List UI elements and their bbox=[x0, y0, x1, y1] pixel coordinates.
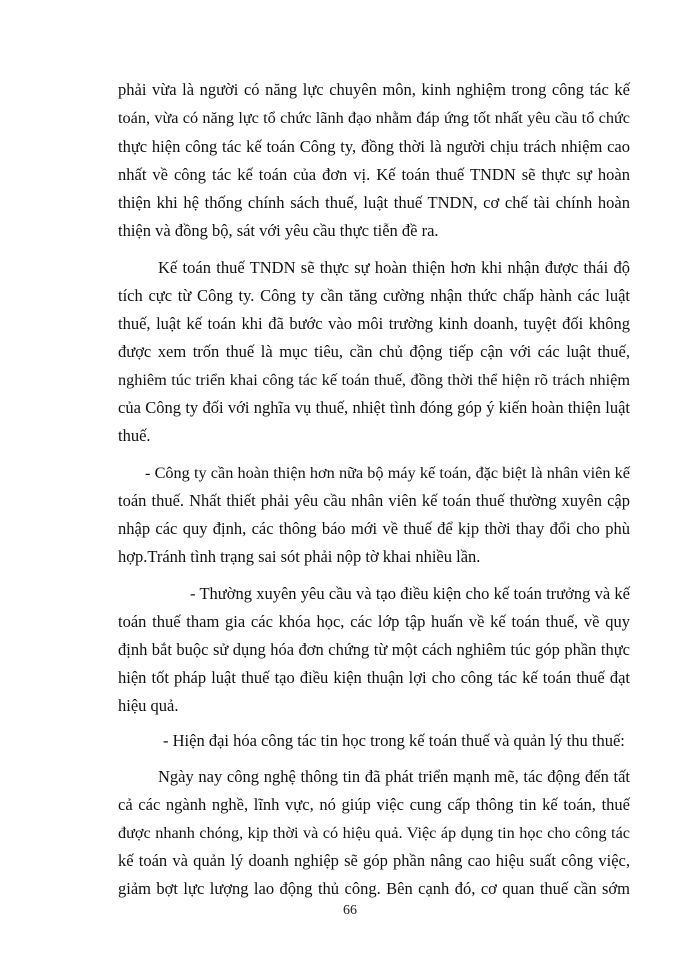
text-line: thiện khi hệ thống chính sách thuế, luật thuế TNDN, cơ chế tài chính hoàn bbox=[118, 193, 630, 212]
text-line: cả các ngành nghề, lĩnh vực, nó giúp việc cung cấp thông tin kế toán, thuế bbox=[118, 795, 630, 814]
text-line: thuế, luật kế toán khi đã bước vào môi trường kinh doanh, tuyệt đối không bbox=[118, 314, 630, 333]
text-line: nhập các quy định, các thông báo mới về thuế để kịp thời thay đổi cho phù bbox=[118, 519, 630, 538]
text-line: - Hiện đại hóa công tác tin học trong kế toán thuế và quản lý thu thuế: bbox=[163, 731, 625, 750]
text-line: toán thuế. Nhất thiết phải yêu cầu nhân viên kế toán thuế thường xuyên cập bbox=[118, 491, 630, 510]
text-line: được xem trốn thuế là mục tiêu, cần chủ động tiếp cận với các luật thuế, bbox=[118, 342, 630, 361]
text-line: tích cực từ Công ty. Công ty cần tăng cường nhận thức chấp hành các luật bbox=[118, 286, 630, 305]
text-line: thuế. bbox=[118, 426, 151, 445]
text-line: toán, vừa có năng lực tổ chức lãnh đạo nhằm đáp ứng tốt nhất yêu cầu tổ chức bbox=[118, 109, 630, 127]
text-line: hiệu quả. bbox=[118, 696, 179, 715]
text-line: nghiêm túc triển khai công tác kế toán thuế, đồng thời thể hiện rõ trách nhiệm bbox=[118, 371, 630, 389]
text-line: được nhanh chóng, kịp thời và có hiệu quả. Việc áp dụng tin học cho công tác bbox=[118, 824, 630, 842]
text-line: định bắt buộc sử dụng hóa đơn chứng từ một cách nghiêm túc góp phần thực bbox=[118, 640, 630, 659]
text-line: Kế toán thuế TNDN sẽ thực sự hoàn thiện hơn khi nhận được thái độ bbox=[158, 258, 630, 277]
text-line: của Công ty đối với nghĩa vụ thuế, nhiệt tình đóng góp ý kiến hoàn thiện luật bbox=[118, 398, 630, 417]
text-line: hợp.Tránh tình trạng sai sót phải nộp tờ khai nhiều lần. bbox=[118, 547, 481, 566]
text-line: Ngày nay công nghệ thông tin đã phát triển mạnh mẽ, tác động đến tất bbox=[158, 767, 630, 786]
text-line: nhất về công tác kế toán của đơn vị. Kế toán thuế TNDN sẽ thực sự hoàn bbox=[118, 165, 630, 184]
page-number: 66 bbox=[343, 903, 357, 918]
text-line: phải vừa là người có năng lực chuyên môn, kinh nghiệm trong công tác kế bbox=[118, 80, 630, 99]
text-line: kế toán và quản lý doanh nghiệp sẽ góp phần nâng cao hiệu suất công việc, bbox=[118, 851, 630, 870]
text-line: thực hiện công tác kế toán Công ty, đồng thời là người chịu trách nhiệm cao bbox=[118, 137, 630, 156]
text-line: hiện tốt pháp luật thuế tạo điều kiện thuận lợi cho công tác kế toán thuế đạt bbox=[118, 668, 630, 687]
text-line: toán thuế tham gia các khóa học, các lớp tập huấn về kế toán thuế, về quy bbox=[118, 612, 630, 631]
text-line: giảm bợt lực lượng lao động thủ công. Bên cạnh đó, cơ quan thuế cần sớm bbox=[118, 879, 630, 898]
text-line: thiện và đồng bộ, sát với yêu cầu thực tiễn đề ra. bbox=[118, 221, 439, 240]
text-line: - Công ty cần hoàn thiện hơn nữa bộ máy kế toán, đặc biệt là nhân viên kế bbox=[145, 464, 630, 482]
text-line: - Thường xuyên yêu cầu và tạo điều kiện cho kế toán trưởng và kế bbox=[190, 584, 630, 603]
